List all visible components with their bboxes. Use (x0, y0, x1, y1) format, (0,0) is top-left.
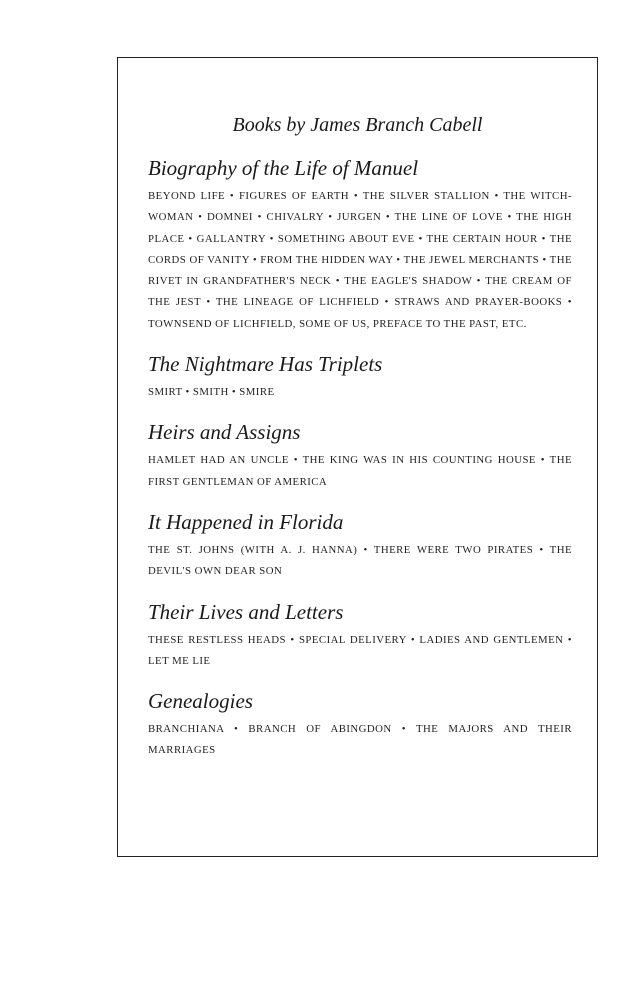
page-frame (117, 57, 598, 857)
section-it-happened-in-florida (148, 510, 572, 583)
section-title: Biography of the Life of Manuel (148, 156, 419, 180)
section-their-lives-and-letters (148, 600, 572, 673)
section-heirs-and-assigns (148, 420, 572, 493)
section-titles-list: HAMLET HAD AN UNCLE • THE KING WAS IN HIS COUNTING HOUSE • THE FIRST GENTLEMAN OF AMERICA (148, 454, 572, 488)
section-title: Their Lives and Letters (148, 599, 344, 624)
section-titles-list: THESE RESTLESS HEADS • SPECIAL DELIVERY • LADIES AND GENTLEMEN • LET ME LIE (148, 633, 572, 667)
section-titles-list: SMIRT • SMITH • SMIRE (148, 386, 275, 399)
section-titles-list: BEYOND LIFE • FIGURES OF EARTH • THE SILVER STALLION • THE WITCH-WOMAN • DOMNEI • CHIVALRY • JURGEN • THE LINE OF LOVE • THE HIGH PLACE • GALLANTRY • SOMETHING ABOUT EVE • THE CERTAIN HOUR • THE CORDS OF VANITY • FROM THE HIDDEN WAY • THE JEWEL MERCHANTS • THE RIVET IN GRANDFATHER'S NECK • THE EAGLE'S SHADOW • THE CREAM OF THE JEST • THE LINEAGE OF LICHFIELD • STRAWS AND PRAYER-BOOKS • TOWNSEND OF LICHFIELD, SOME OF US, PREFACE TO THE PAST, ETC. (148, 190, 572, 330)
section-titles-list: THE ST. JOHNS (WITH A. J. HANNA) • THERE WERE TWO PIRATES • THE DEVIL'S OWN DEAR SON (148, 543, 572, 578)
section-title: The Nightmare Has Triplets (148, 352, 383, 377)
section-title: Heirs and Assigns (148, 420, 301, 445)
book-list (148, 156, 572, 762)
section-biography-of-the-life-of-manuel (148, 156, 572, 335)
section-title: It Happened in Florida (148, 509, 344, 534)
section-title: Genealogies (148, 689, 253, 714)
section-the-nightmare-has-triplets (148, 352, 572, 403)
section-titles-list: BRANCHIANA • BRANCH OF ABINGDON • THE MAJORS AND THEIR MARRIAGES (148, 723, 572, 757)
section-genealogies (148, 689, 572, 762)
page-title: Books by James Branch Cabell (232, 114, 483, 136)
